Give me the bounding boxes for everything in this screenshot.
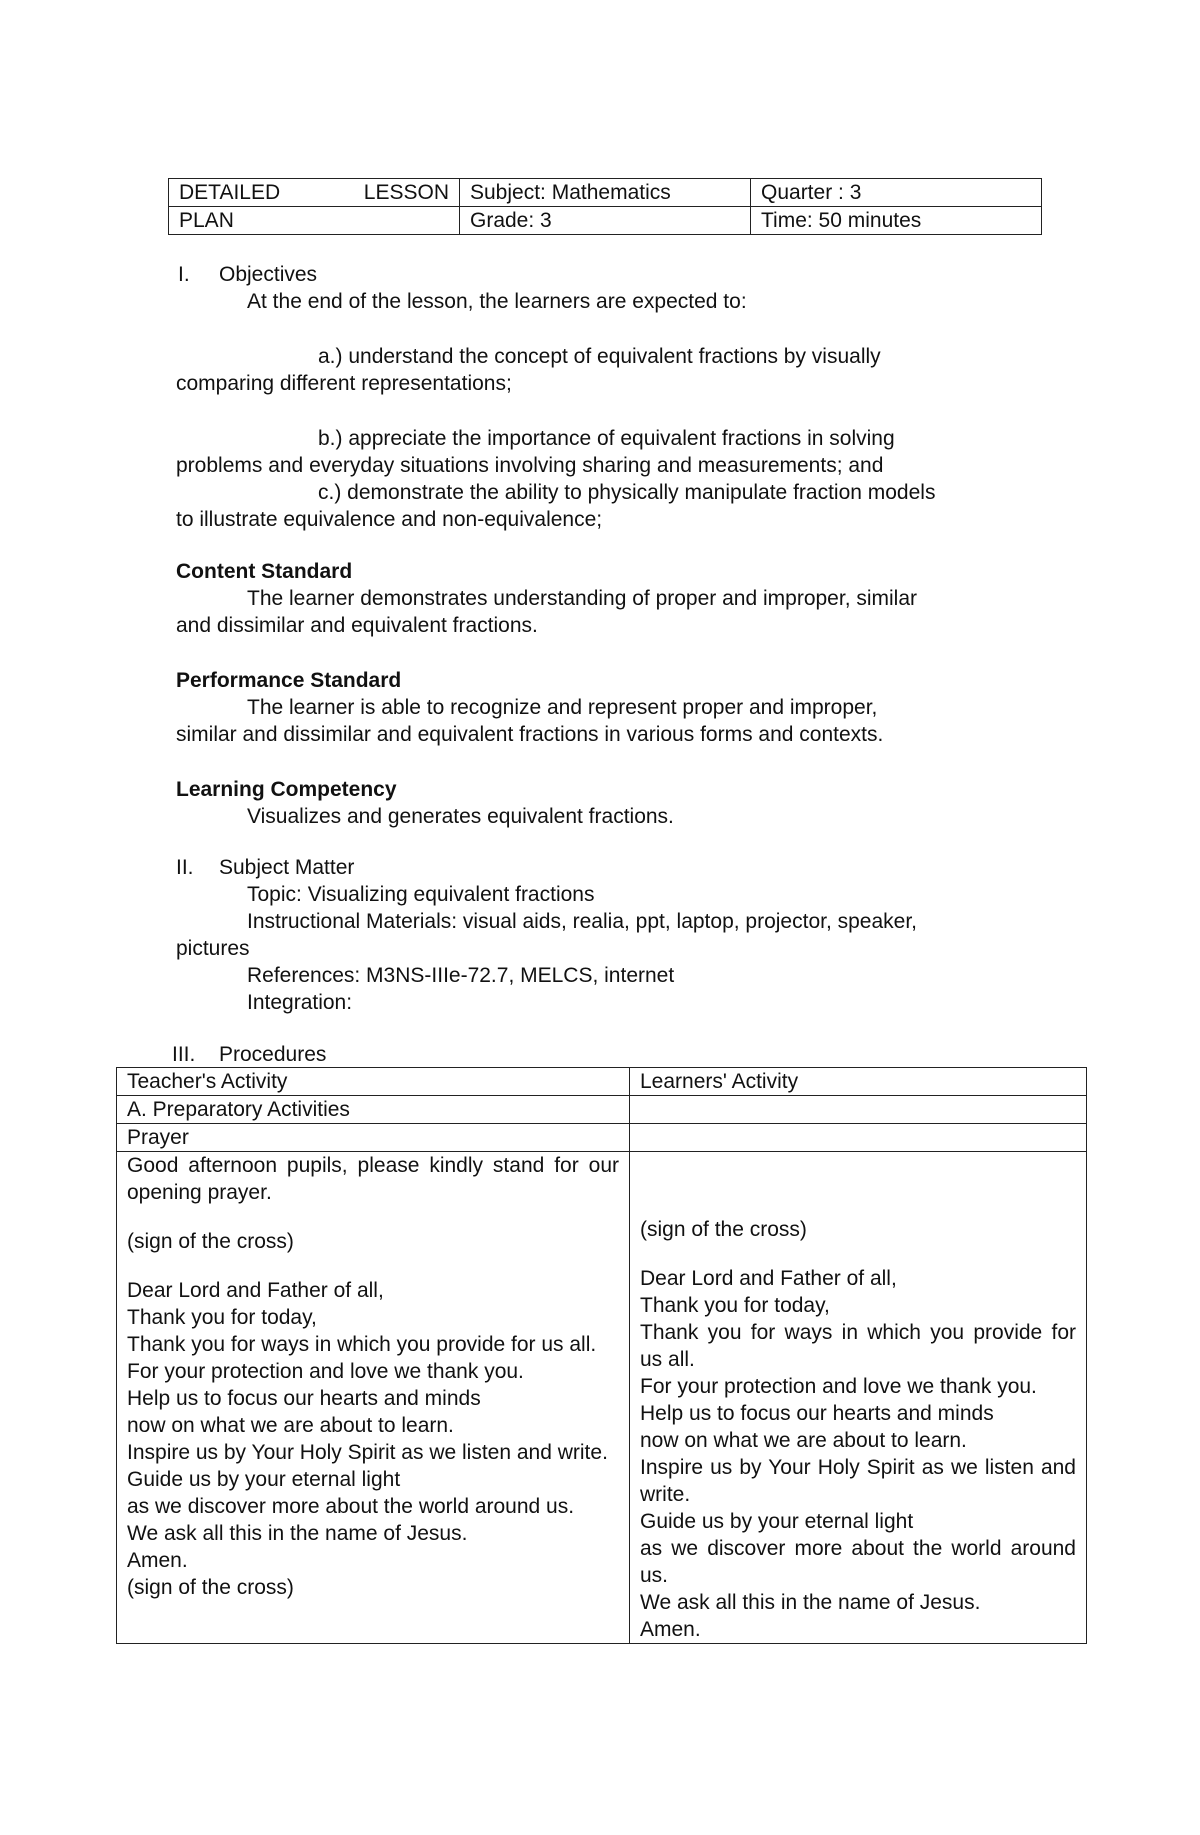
grade-cell: Grade: 3 — [460, 207, 751, 235]
subject-matter-materials-line1: Instructional Materials: visual aids, realia, ppt, laptop, projector, speaker, — [247, 910, 918, 933]
title-plan-cell: PLAN — [169, 207, 460, 235]
objective-a-line1: a.) understand the concept of equivalent fractions by visually — [318, 345, 881, 368]
prayer-learner-cell — [630, 1124, 1087, 1152]
teacher-sign-of-cross-2: (sign of the cross) — [127, 1576, 294, 1599]
learner-prayer-cell — [630, 1152, 1087, 1644]
performance-standard-line2: similar and dissimilar and equivalent fractions in various forms and contexts. — [176, 723, 884, 746]
learner-prayer-line-10: We ask all this in the name of Jesus. — [640, 1591, 981, 1614]
performance-standard-line1: The learner is able to recognize and represent proper and improper, — [247, 696, 878, 719]
learner-prayer-line-7: Inspire us by Your Holy Spirit as we listen and write. — [640, 1456, 1076, 1506]
learner-prayer-line-9: as we discover more about the world around us. — [640, 1537, 1076, 1587]
teacher-sign-of-cross-1: (sign of the cross) — [127, 1230, 294, 1253]
subject-matter-references: References: M3NS-IIIe-72.7, MELCS, internet — [247, 964, 675, 987]
learning-competency-line1: Visualizes and generates equivalent fractions. — [247, 805, 674, 828]
learner-sign-of-cross: (sign of the cross) — [640, 1218, 807, 1241]
procedures-heading: Procedures — [219, 1043, 327, 1066]
quarter-cell: Quarter : 3 — [751, 179, 1042, 207]
learner-activity-header: Learners' Activity — [630, 1068, 1087, 1096]
teacher-prayer-line-1: Dear Lord and Father of all, — [127, 1279, 384, 1302]
subject-matter-heading: Subject Matter — [219, 856, 355, 879]
preparatory-activities-learner-cell — [630, 1096, 1087, 1124]
learner-prayer-line-8: Guide us by your eternal light — [640, 1510, 914, 1533]
teacher-prayer-line-4: For your protection and love we thank you. — [127, 1360, 524, 1383]
teacher-prayer-line-10: We ask all this in the name of Jesus. — [127, 1522, 468, 1545]
subject-matter-number: II. — [176, 856, 194, 879]
learner-prayer-line-2: Thank you for today, — [640, 1294, 830, 1317]
objective-b-line2: problems and everyday situations involving sharing and measurements; and — [176, 454, 884, 477]
procedures-number: III. — [172, 1043, 196, 1066]
teacher-prayer-line-11: Amen. — [127, 1549, 188, 1572]
lesson-header-table — [168, 178, 1042, 235]
title-detailed: DETAILED — [179, 181, 281, 204]
subject-matter-topic: Topic: Visualizing equivalent fractions — [247, 883, 595, 906]
content-standard-heading: Content Standard — [176, 560, 353, 583]
performance-standard-heading: Performance Standard — [176, 669, 402, 692]
objective-a-line2: comparing different representations; — [176, 372, 512, 395]
content-standard-line1: The learner demonstrates understanding of proper and improper, similar — [247, 587, 918, 610]
teacher-prayer-line-9: as we discover more about the world around us. — [127, 1495, 575, 1518]
prayer-row: Prayer — [117, 1124, 630, 1152]
content-standard-line2: and dissimilar and equivalent fractions. — [176, 614, 538, 637]
teacher-activity-header: Teacher's Activity — [117, 1068, 630, 1096]
learner-prayer-line-11: Amen. — [640, 1618, 701, 1641]
title-cell — [169, 179, 460, 207]
learner-prayer-line-6: now on what we are about to learn. — [640, 1429, 967, 1452]
objective-b-line1: b.) appreciate the importance of equivalent fractions in solving — [318, 427, 895, 450]
teacher-prayer-line-8: Guide us by your eternal light — [127, 1468, 401, 1491]
teacher-prayer-cell — [117, 1152, 630, 1644]
teacher-prayer-line-5: Help us to focus our hearts and minds — [127, 1387, 481, 1410]
procedures-table — [116, 1067, 1087, 1644]
objective-c-line1: c.) demonstrate the ability to physically manipulate fraction models — [318, 481, 936, 504]
learner-prayer-line-3: Thank you for ways in which you provide for us all. — [640, 1321, 1076, 1371]
learner-prayer-line-1: Dear Lord and Father of all, — [640, 1267, 897, 1290]
objectives-number: I. — [178, 263, 190, 286]
preparatory-activities-row: A. Preparatory Activities — [117, 1096, 630, 1124]
objectives-intro: At the end of the lesson, the learners are expected to: — [247, 290, 747, 313]
subject-matter-integration: Integration: — [247, 991, 353, 1014]
teacher-greeting: Good afternoon pupils, please kindly stand for our opening prayer. — [127, 1154, 619, 1204]
subject-matter-materials-line2: pictures — [176, 937, 250, 960]
teacher-prayer-line-2: Thank you for today, — [127, 1306, 317, 1329]
teacher-prayer-line-3: Thank you for ways in which you provide for us all. — [127, 1333, 597, 1356]
learner-prayer-line-5: Help us to focus our hearts and minds — [640, 1402, 994, 1425]
subject-cell: Subject: Mathematics — [460, 179, 751, 207]
time-cell: Time: 50 minutes — [751, 207, 1042, 235]
learner-prayer-line-4: For your protection and love we thank you. — [640, 1375, 1037, 1398]
objectives-heading: Objectives — [219, 263, 318, 286]
teacher-prayer-line-7: Inspire us by Your Holy Spirit as we listen and write. — [127, 1441, 608, 1464]
learning-competency-heading: Learning Competency — [176, 778, 397, 801]
objective-c-line2: to illustrate equivalence and non-equivalence; — [176, 508, 603, 531]
title-lesson: LESSON — [363, 181, 449, 204]
teacher-prayer-line-6: now on what we are about to learn. — [127, 1414, 454, 1437]
